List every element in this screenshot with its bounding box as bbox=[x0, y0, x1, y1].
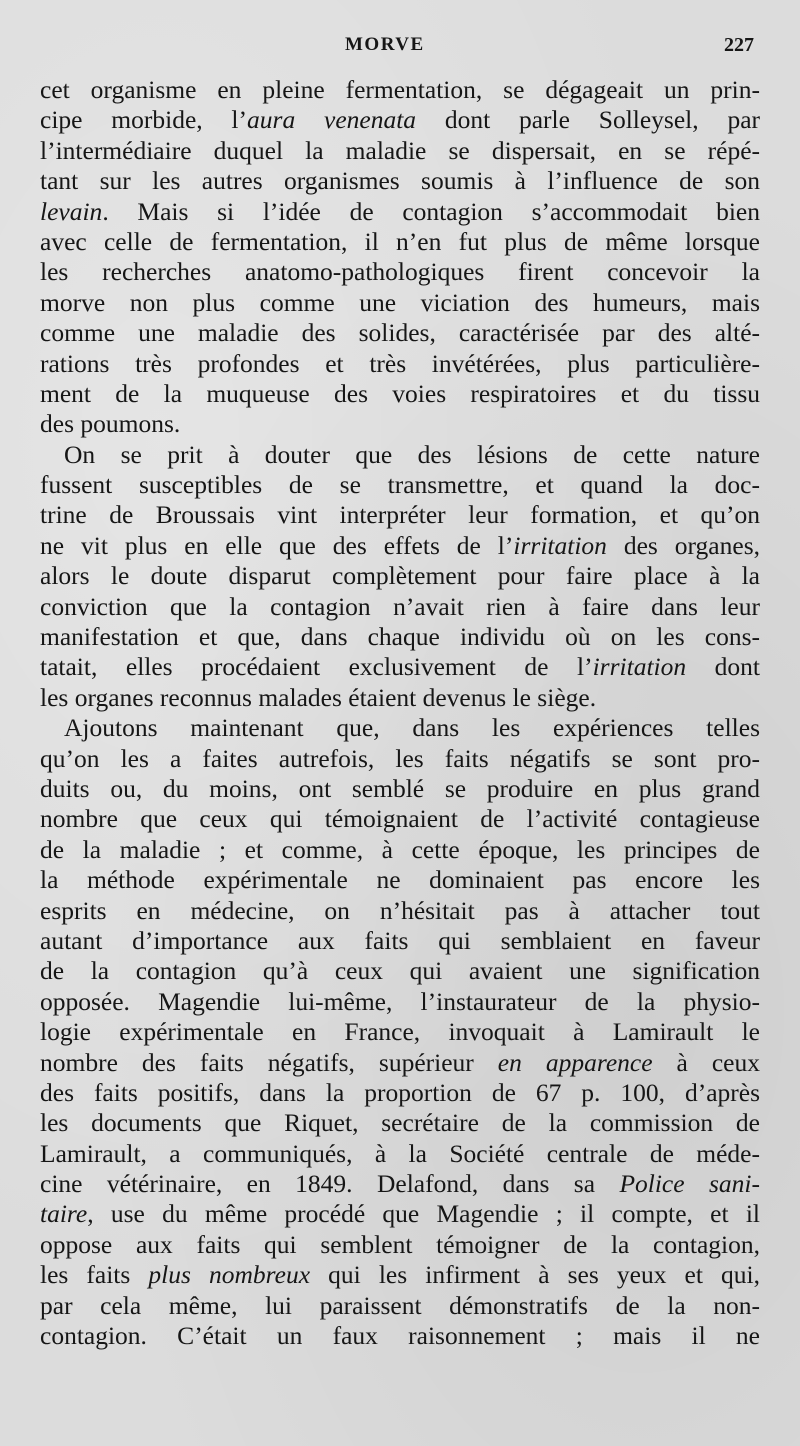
text-line: fussent susceptibles de se transmettre, et quand la doc- bbox=[40, 470, 760, 500]
text-line: Lamirault, a communiqués, à la Société centrale de méde- bbox=[40, 1138, 760, 1168]
text-line: les documents que Riquet, secrétaire de la commission de bbox=[40, 1108, 760, 1138]
text-line: tatait, elles procédaient exclusivement de l’irritation dont bbox=[40, 652, 760, 682]
text-line: les organes reconnus malades étaient devenus le siège. bbox=[40, 682, 597, 712]
text-line: manifestation et que, dans chaque individu où on les cons- bbox=[40, 622, 760, 652]
text-line: tant sur les autres organismes soumis à l’influence de son bbox=[40, 166, 760, 196]
text-line: rations très profondes et très invétérées, plus particulière- bbox=[40, 348, 760, 378]
text-line: ne vit plus en elle que des effets de l’irritation des organes, bbox=[40, 530, 760, 560]
text-line: de la contagion qu’à ceux qui avaient une signification bbox=[40, 956, 760, 986]
text-line: Ajoutons maintenant que, dans les expériences telles bbox=[64, 713, 760, 743]
text-line: levain. Mais si l’idée de contagion s’accommodait bien bbox=[40, 196, 760, 226]
text-line: oppose aux faits qui semblent témoigner de la contagion, bbox=[40, 1229, 760, 1259]
text-line: trine de Broussais vint interpréter leur formation, et qu’on bbox=[40, 500, 760, 530]
text-line: duits ou, du moins, ont semblé se produire en plus grand bbox=[40, 773, 760, 803]
text-line: des faits positifs, dans la proportion de 67 p. 100, d’après bbox=[40, 1077, 760, 1107]
text-line: opposée. Magendie lui-même, l’instaurateur de la physio- bbox=[40, 986, 760, 1016]
text-line: les faits plus nombreux qui les infirment à ses yeux et qui, bbox=[40, 1260, 760, 1290]
text-line: par cela même, lui paraissent démonstratifs de la non- bbox=[40, 1290, 760, 1320]
page-number: 227 bbox=[724, 34, 754, 56]
text-line: nombre que ceux qui témoignaient de l’activité contagieuse bbox=[40, 804, 760, 834]
text-line: qu’on les a faites autrefois, les faits négatifs se sont pro- bbox=[40, 743, 760, 773]
text-line: alors le doute disparut complètement pour faire place à la bbox=[40, 561, 760, 591]
text-line: ment de la muqueuse des voies respiratoires et du tissu bbox=[40, 378, 760, 408]
text-line: comme une maladie des solides, caractérisée par des alté- bbox=[40, 318, 760, 348]
text-line: contagion. C’était un faux raisonnement ; mais il ne bbox=[40, 1321, 760, 1351]
text-line: autant d’importance aux faits qui semblaient en faveur bbox=[40, 925, 760, 955]
text-body bbox=[40, 75, 760, 1351]
text-line: des poumons. bbox=[40, 409, 181, 439]
text-line: taire, use du même procédé que Magendie ; il compte, et il bbox=[40, 1199, 760, 1229]
text-line: conviction que la contagion n’avait rien à faire dans leur bbox=[40, 591, 760, 621]
text-line: la méthode expérimentale ne dominaient pas encore les bbox=[40, 865, 760, 895]
text-line: cet organisme en pleine fermentation, se dégageait un prin- bbox=[40, 75, 760, 104]
text-line: nombre des faits négatifs, supérieur en apparence à ceux bbox=[40, 1047, 760, 1077]
text-line: l’intermédiaire duquel la maladie se dispersait, en se répé- bbox=[40, 135, 760, 165]
text-line: esprits en médecine, on n’hésitait pas à attacher tout bbox=[40, 895, 760, 925]
text-line: cine vétérinaire, en 1849. Delafond, dans sa Police sani- bbox=[40, 1169, 760, 1199]
text-line: logie expérimentale en France, invoquait à Lamirault le bbox=[40, 1017, 760, 1047]
text-line: les recherches anatomo-pathologiques firent concevoir la bbox=[40, 257, 760, 287]
text-line: On se prit à douter que des lésions de cette nature bbox=[64, 439, 760, 469]
running-head bbox=[0, 34, 800, 60]
text-line: morve non plus comme une viciation des humeurs, mais bbox=[40, 287, 760, 317]
text-line: cipe morbide, l’aura venenata dont parle Solleysel, par bbox=[40, 105, 760, 135]
text-line: avec celle de fermentation, il n’en fut plus de même lorsque bbox=[40, 226, 760, 256]
running-title: MORVE bbox=[345, 34, 425, 55]
text-line: de la maladie ; et comme, à cette époque, les principes de bbox=[40, 834, 760, 864]
